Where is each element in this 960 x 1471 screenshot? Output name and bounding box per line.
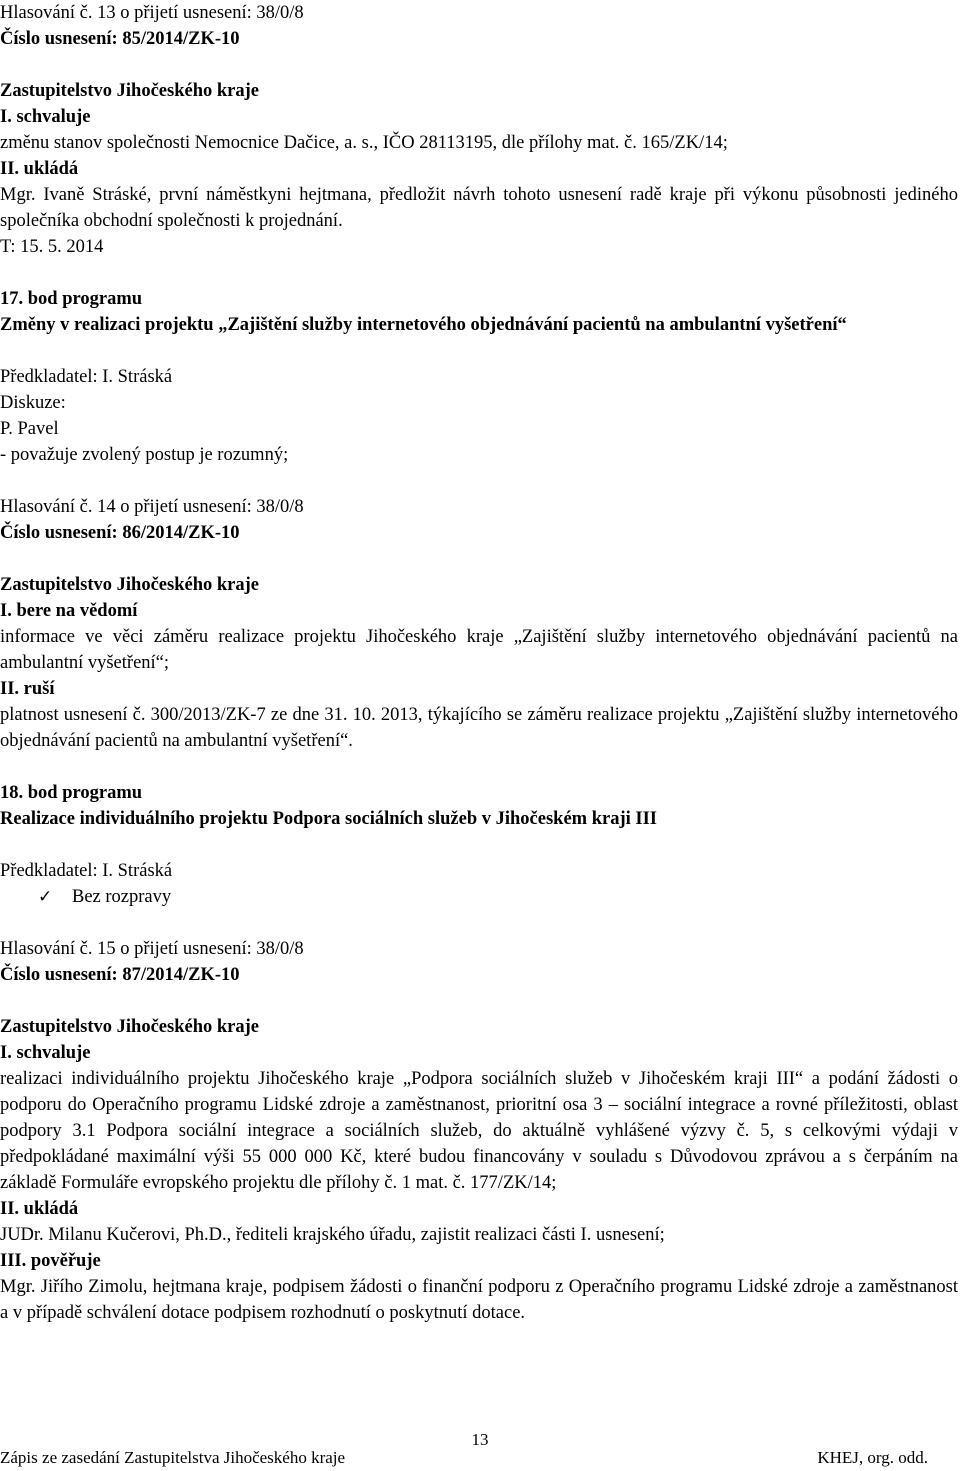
spacer: [0, 546, 958, 572]
agenda-item-title: Změny v realizaci projektu „Zajištění služby internetového objednávání pacientů na ambulantní vyšetření“: [0, 315, 847, 335]
section-text: informace ve věci záměru realizace projektu Jihočeského kraje „Zajištění služby internetového objednávání pacientů na ambulantní vyšetření“;: [0, 627, 958, 673]
discussion-comment: - považuje zvolený postup je rozumný;: [0, 445, 289, 465]
section-heading-instructs: II. ukládá: [0, 159, 79, 179]
resolution-number-86: Číslo usnesení: 86/2014/ZK-10: [0, 523, 240, 543]
section-heading-cancels: II. ruší: [0, 679, 55, 699]
resolution-number-85: Číslo usnesení: 85/2014/ZK-10: [0, 29, 240, 49]
section-text: JUDr. Milanu Kučerovi, Ph.D., řediteli krajského úřadu, zajistit realizaci části I. usnesení;: [0, 1225, 665, 1245]
spacer: [0, 260, 958, 286]
section-text: platnost usnesení č. 300/2013/ZK-7 ze dne 31. 10. 2013, týkajícího se záměru realizace projektu „Zajištění služby internetového objednávání pacientů na ambulantní vyšetření“.: [0, 705, 958, 751]
deadline: T: 15. 5. 2014: [0, 237, 104, 257]
spacer: [0, 52, 958, 78]
discussion-speaker: P. Pavel: [0, 419, 59, 439]
section-heading-acknowledges: I. bere na vědomí: [0, 601, 138, 621]
section-text: Mgr. Ivaně Stráské, první náměstkyni hejtmana, předložit návrh tohoto usnesení radě kraje při výkonu působnosti jediného společníka obchodní společnosti k projednání.: [0, 185, 958, 231]
vote-result-15: Hlasování č. 15 o přijetí usnesení: 38/0/8: [0, 939, 304, 959]
section-text: Mgr. Jiřího Zimolu, hejtmana kraje, podpisem žádosti o finanční podporu z Operačního programu Lidské zdroje a zaměstnanost a v případě schválení dotace podpisem rozhodnutí o poskytnutí dotace.: [0, 1277, 958, 1323]
page-number: 13: [471, 1430, 489, 1449]
section-heading-authorizes: III. pověřuje: [0, 1251, 101, 1271]
section-text: změnu stanov společnosti Nemocnice Dačice, a. s., IČO 28113195, dle přílohy mat. č. 165/ZK/14;: [0, 133, 728, 153]
vote-result-13: Hlasování č. 13 o přijetí usnesení: 38/0/8: [0, 3, 304, 23]
agenda-item-number: 18. bod programu: [0, 783, 143, 803]
section-heading-approves: I. schvaluje: [0, 107, 91, 127]
section-text: realizaci individuálního projektu Jihočeského kraje „Podpora sociálních služeb v Jihočeském kraji III“ a podání žádosti o podporu do Operačního programu Lidské zdroje a zaměstnanost, prioritní osa 3 – sociální integrace a rovné příležitosti, oblast podpory 3.1 Podpora sociální integrace a sociálních služeb, do aktuálně vyhlášené výzvy č. 5, s celkovými výdaji v předpokládané maximální výši 55 000 000 Kč, které budou financovány v souladu s Důvodovou zprávou a s čerpáním na základě Formuláře evropského projektu dle přílohy č. 1 mat. č. 177/ZK/14;: [0, 1069, 958, 1193]
discussion-label: Diskuze:: [0, 393, 66, 413]
spacer: [0, 910, 958, 936]
agenda-item-number: 17. bod programu: [0, 289, 143, 309]
section-heading-approves: I. schvaluje: [0, 1043, 91, 1063]
no-discussion-row: [0, 884, 958, 910]
spacer: [0, 832, 958, 858]
footer-title: Zápis ze zasedání Zastupitelstva Jihočeského kraje: [0, 1448, 346, 1467]
spacer: [0, 988, 958, 1014]
resolution-body: Zastupitelstvo Jihočeského kraje: [0, 575, 259, 595]
spacer: [0, 468, 958, 494]
vote-result-14: Hlasování č. 14 o přijetí usnesení: 38/0/8: [0, 497, 304, 517]
presenter: Předkladatel: I. Stráská: [0, 367, 173, 387]
agenda-item-title: Realizace individuálního projektu Podpora sociálních služeb v Jihočeském kraji III: [0, 809, 657, 829]
footer-department: KHEJ, org. odd.: [817, 1448, 928, 1467]
no-discussion-label: Bez rozpravy: [72, 887, 172, 907]
checkmark-icon: ✓: [38, 887, 53, 906]
spacer: [0, 754, 958, 780]
spacer: [0, 338, 958, 364]
resolution-number-87: Číslo usnesení: 87/2014/ZK-10: [0, 965, 240, 985]
presenter: Předkladatel: I. Stráská: [0, 861, 173, 881]
resolution-body: Zastupitelstvo Jihočeského kraje: [0, 1017, 259, 1037]
resolution-body: Zastupitelstvo Jihočeského kraje: [0, 81, 259, 101]
section-heading-instructs: II. ukládá: [0, 1199, 79, 1219]
